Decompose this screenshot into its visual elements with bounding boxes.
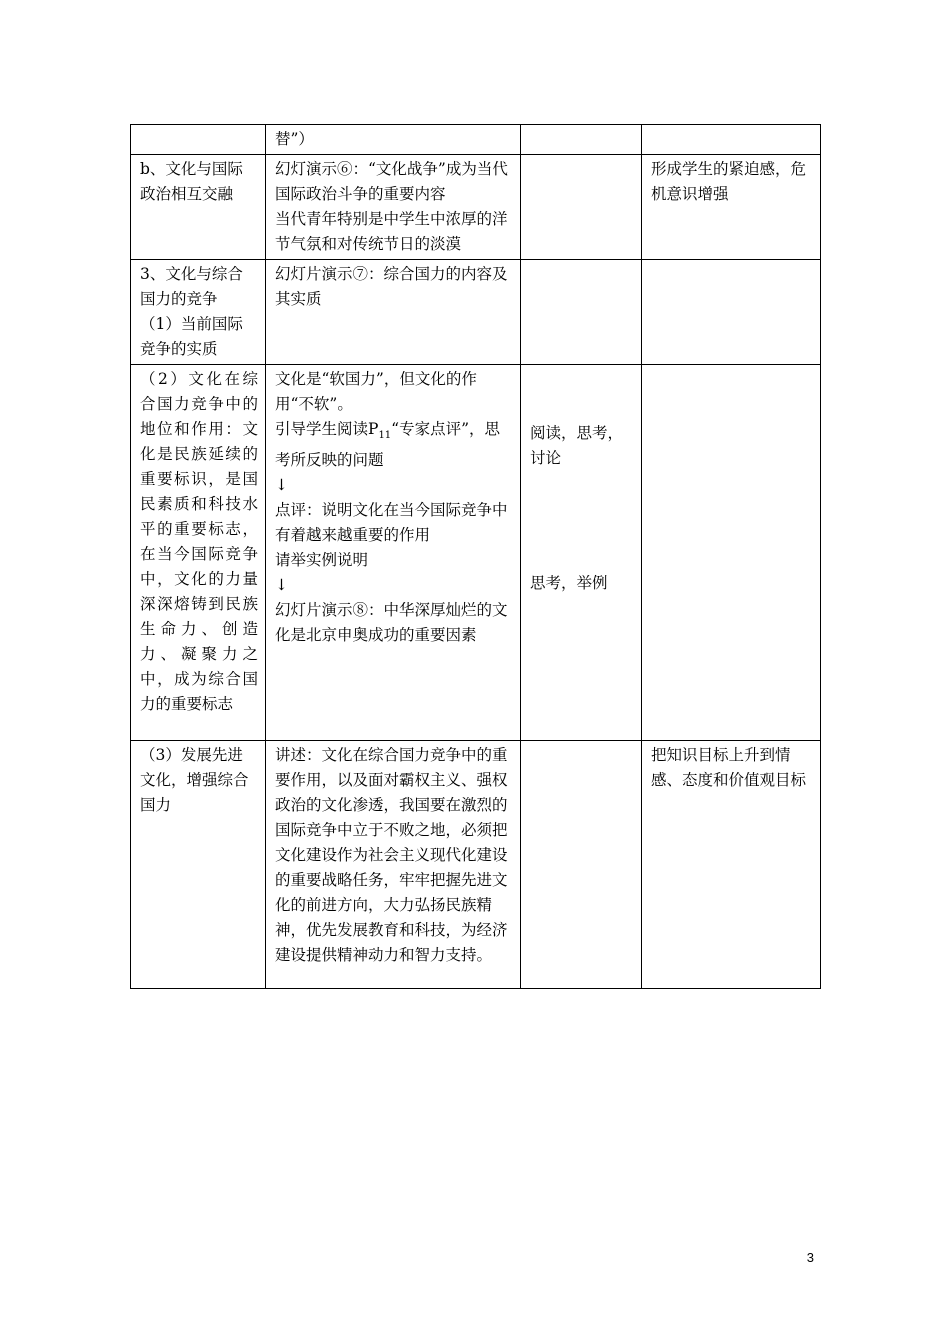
- page-number: 3: [806, 1250, 814, 1265]
- content-cell: （3）发展先进文化，增强综合国力: [131, 741, 266, 989]
- method-cell: 替”）: [266, 125, 521, 155]
- activity-cell: [521, 155, 642, 260]
- content-cell: （2）文化在综合国力竞争中的地位和作用：文化是民族延续的重要标识，是国民素质和科技水平的重要标志，在当今国际竞争中，文化的力量深深熔铸到民族生命力、创造力、凝聚力之中，成为综合国力的重要标志: [131, 365, 266, 741]
- content-cell: [131, 125, 266, 155]
- method-text-part: “专家点评”，思考所反映的问题 ↓ 点评：说明文化在当今国际竞争中有着越来越重要的作用 请举实例说明 ↓ 幻灯片演示⑧：中华深厚灿烂的文化是北京申奥成功的重要因素: [275, 420, 508, 645]
- goal-cell: 把知识目标上升到情感、态度和价值观目标: [642, 741, 821, 989]
- activity-cell: [521, 260, 642, 365]
- activity-text: 思考，举例: [530, 574, 608, 592]
- content-cell: b、文化与国际政治相互交融: [131, 155, 266, 260]
- page-subscript: 11: [378, 430, 392, 442]
- table-row: [131, 155, 821, 260]
- activity-cell: [521, 125, 642, 155]
- activity-cell: [521, 365, 642, 741]
- method-cell: 讲述：文化在综合国力竞争中的重要作用，以及面对霸权主义、强权政治的文化渗透，我国要在激烈的国际竞争中立于不败之地，必须把文化建设作为社会主义现代化建设的重要战略任务，牢牢把握先进文化的前进方向，大力弘扬民族精神，优先发展教育和科技，为经济建设提供精神动力和智力支持。: [266, 741, 521, 989]
- goal-cell: [642, 365, 821, 741]
- goal-cell: [642, 125, 821, 155]
- content-cell: 3、文化与综合国力的竞争 （1）当前国际竞争的实质: [131, 260, 266, 365]
- method-text-part: 文化是“软国力”，但文化的作用“不软”。 引导学生阅读P: [275, 370, 477, 438]
- table-row: [131, 365, 821, 741]
- method-cell: 幻灯片演示⑦：综合国力的内容及其实质: [266, 260, 521, 365]
- table-row: [131, 741, 821, 989]
- table-row: [131, 260, 821, 365]
- lesson-plan-table: [130, 124, 821, 989]
- activity-cell: [521, 741, 642, 989]
- method-cell: [266, 365, 521, 741]
- goal-cell: 形成学生的紧迫感，危机意识增强: [642, 155, 821, 260]
- table-row: [131, 125, 821, 155]
- method-cell: 幻灯演示⑥：“文化战争”成为当代国际政治斗争的重要内容 当代青年特别是中学生中浓厚的洋节气氛和对传统节日的淡漠: [266, 155, 521, 260]
- activity-text: 阅读，思考，讨论: [530, 424, 624, 467]
- goal-cell: [642, 260, 821, 365]
